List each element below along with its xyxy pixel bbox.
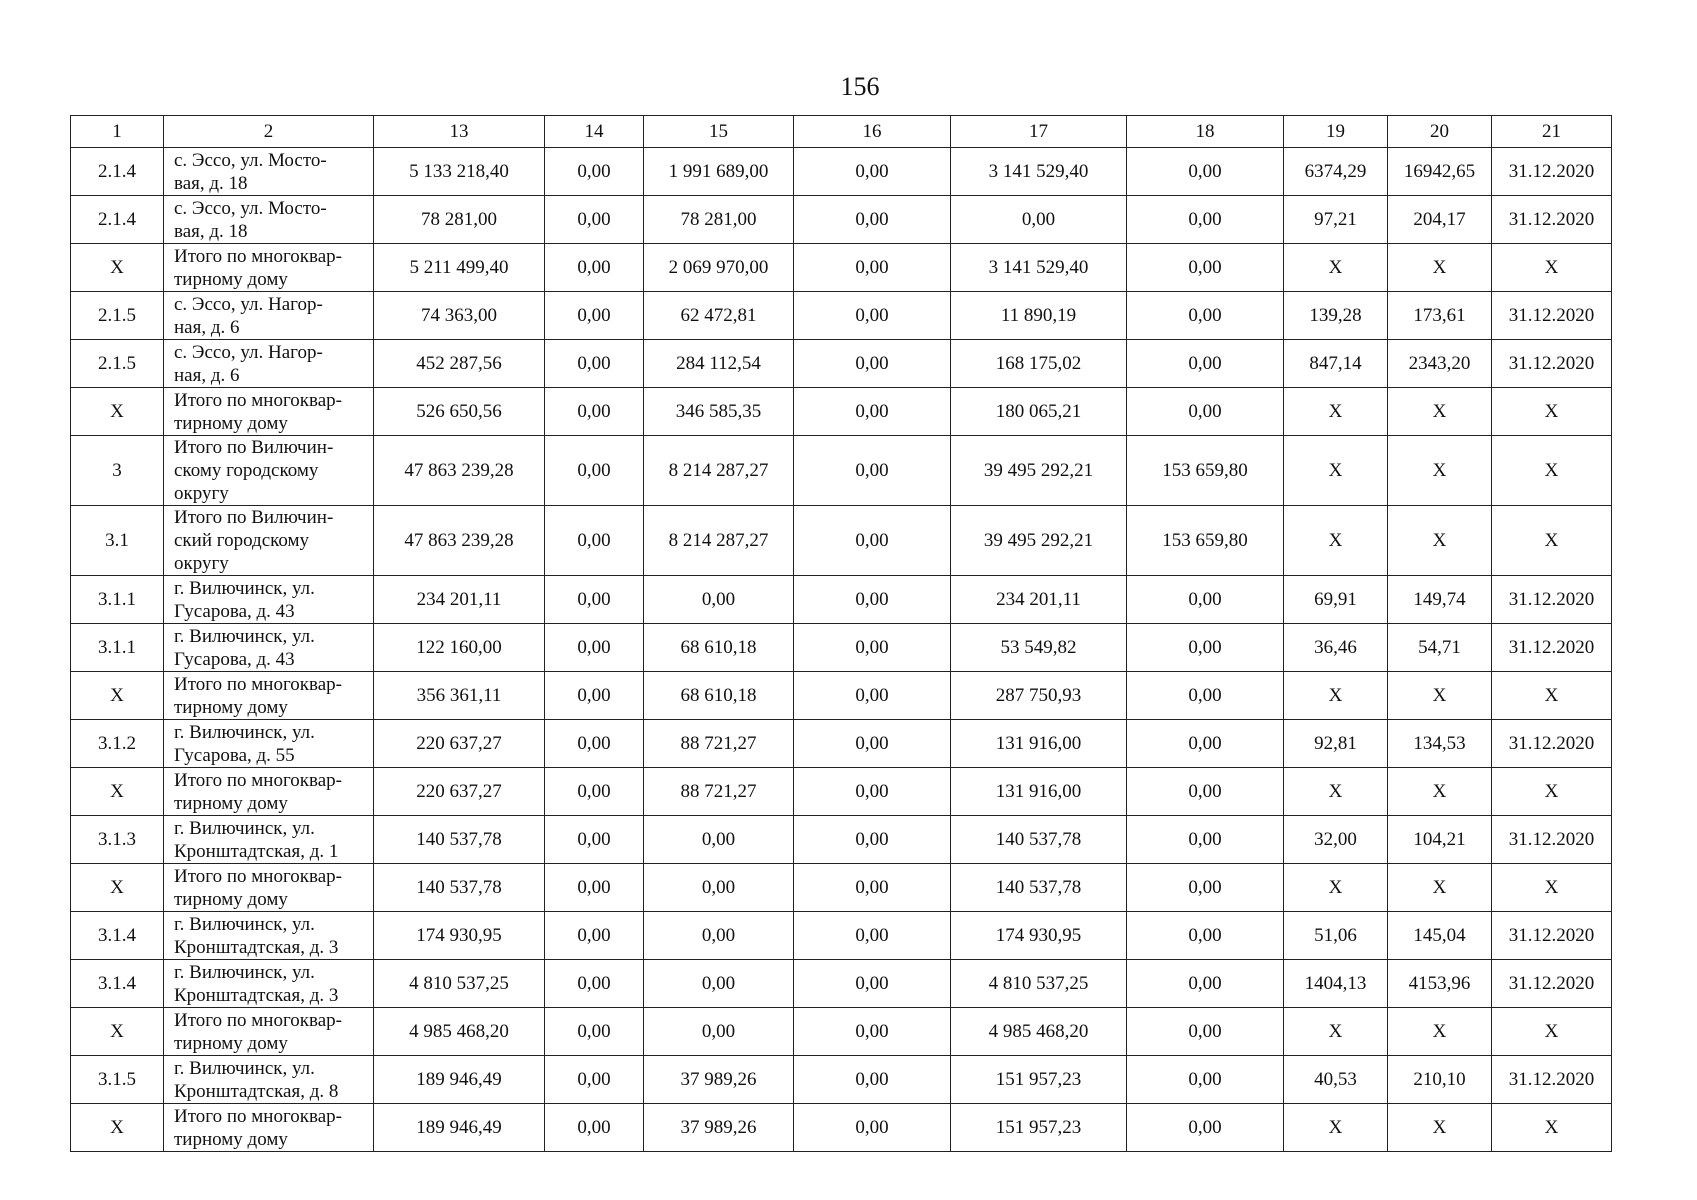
table-cell: 0,00	[545, 1056, 644, 1104]
table-cell: 0,00	[545, 340, 644, 388]
table-cell: 31.12.2020	[1492, 1056, 1612, 1104]
table-cell: 32,00	[1284, 816, 1388, 864]
table-cell: 31.12.2020	[1492, 624, 1612, 672]
table-cell: 204,17	[1388, 196, 1492, 244]
table-cell: 88 721,27	[644, 720, 794, 768]
table-cell: 62 472,81	[644, 292, 794, 340]
table-cell: 0,00	[794, 912, 951, 960]
table-cell: 0,00	[644, 864, 794, 912]
table-cell: 174 930,95	[374, 912, 545, 960]
address-cell: г. Вилючинск, ул. Гусарова, д. 55	[164, 720, 374, 768]
table-cell: 2.1.5	[71, 340, 164, 388]
table-cell: 2 069 970,00	[644, 244, 794, 292]
table-cell: 0,00	[545, 672, 644, 720]
table-cell: 0,00	[794, 388, 951, 436]
table-cell: X	[1388, 1008, 1492, 1056]
table-cell: 0,00	[1127, 720, 1284, 768]
table-cell: 3.1.1	[71, 624, 164, 672]
table-cell: 0,00	[545, 388, 644, 436]
table-cell: 0,00	[794, 768, 951, 816]
address-cell: Итого по многоквар- тирному дому	[164, 864, 374, 912]
table-cell: 0,00	[794, 506, 951, 576]
table-cell: 0,00	[545, 506, 644, 576]
table-cell: 4 985 468,20	[951, 1008, 1127, 1056]
table-cell: 31.12.2020	[1492, 340, 1612, 388]
table-cell: 8 214 287,27	[644, 506, 794, 576]
table-cell: X	[1492, 864, 1612, 912]
table-cell: X	[1388, 768, 1492, 816]
table-cell: 3.1.4	[71, 960, 164, 1008]
table-cell: X	[1388, 506, 1492, 576]
table-row	[71, 1008, 1612, 1056]
table-cell: 3.1.4	[71, 912, 164, 960]
table-cell: 189 946,49	[374, 1056, 545, 1104]
address-cell: г. Вилючинск, ул. Гусарова, д. 43	[164, 576, 374, 624]
table-cell: 1 991 689,00	[644, 148, 794, 196]
table-cell: X	[1284, 1008, 1388, 1056]
column-header: 19	[1284, 116, 1388, 148]
table-cell: 0,00	[1127, 1056, 1284, 1104]
table-cell: 151 957,23	[951, 1056, 1127, 1104]
table-cell: 11 890,19	[951, 292, 1127, 340]
address-cell: с. Эссо, ул. Нагор- ная, д. 6	[164, 340, 374, 388]
table-cell: 0,00	[1127, 388, 1284, 436]
column-header: 18	[1127, 116, 1284, 148]
table-cell: 3.1.3	[71, 816, 164, 864]
table-cell: X	[71, 672, 164, 720]
table-cell: 0,00	[1127, 1008, 1284, 1056]
table-cell: 54,71	[1388, 624, 1492, 672]
table-cell: 36,46	[1284, 624, 1388, 672]
table-cell: X	[1388, 1104, 1492, 1152]
table-cell: 0,00	[545, 624, 644, 672]
table-cell: 0,00	[1127, 816, 1284, 864]
page-number: 156	[840, 72, 880, 101]
table-cell: 51,06	[1284, 912, 1388, 960]
table-cell: 0,00	[644, 1008, 794, 1056]
table-cell: 39 495 292,21	[951, 506, 1127, 576]
table-cell: 0,00	[794, 196, 951, 244]
table-cell: 220 637,27	[374, 720, 545, 768]
table-cell: 16942,65	[1388, 148, 1492, 196]
table-cell: 53 549,82	[951, 624, 1127, 672]
table-cell: 31.12.2020	[1492, 816, 1612, 864]
address-cell: г. Вилючинск, ул. Кронштадтская, д. 1	[164, 816, 374, 864]
table-cell: X	[1284, 1104, 1388, 1152]
table-cell: 140 537,78	[374, 816, 545, 864]
table-row	[71, 244, 1612, 292]
table-cell: 0,00	[794, 576, 951, 624]
table-cell: 68 610,18	[644, 672, 794, 720]
table-cell: 139,28	[1284, 292, 1388, 340]
table-row	[71, 196, 1612, 244]
column-header: 15	[644, 116, 794, 148]
table-cell: X	[71, 244, 164, 292]
table-cell: 153 659,80	[1127, 506, 1284, 576]
table-cell: 31.12.2020	[1492, 912, 1612, 960]
table-cell: X	[1284, 864, 1388, 912]
table-cell: 0,00	[545, 436, 644, 506]
table-cell: 122 160,00	[374, 624, 545, 672]
table-row	[71, 672, 1612, 720]
table-cell: 0,00	[545, 960, 644, 1008]
header-row	[71, 116, 1612, 148]
table-cell: 0,00	[1127, 912, 1284, 960]
table-cell: 31.12.2020	[1492, 148, 1612, 196]
table-row	[71, 388, 1612, 436]
table-cell: 0,00	[545, 912, 644, 960]
table-cell: 174 930,95	[951, 912, 1127, 960]
table-cell: 0,00	[794, 244, 951, 292]
table-cell: 0,00	[545, 292, 644, 340]
table-cell: 0,00	[644, 912, 794, 960]
column-header: 21	[1492, 116, 1612, 148]
address-cell: г. Вилючинск, ул. Кронштадтская, д. 8	[164, 1056, 374, 1104]
table-cell: 2.1.5	[71, 292, 164, 340]
table-cell: 526 650,56	[374, 388, 545, 436]
address-cell: г. Вилючинск, ул. Кронштадтская, д. 3	[164, 960, 374, 1008]
table-cell: 37 989,26	[644, 1104, 794, 1152]
table-cell: 74 363,00	[374, 292, 545, 340]
table-row	[71, 720, 1612, 768]
table-cell: 37 989,26	[644, 1056, 794, 1104]
table-cell: 234 201,11	[374, 576, 545, 624]
table-cell: X	[1492, 436, 1612, 506]
table-cell: 0,00	[545, 576, 644, 624]
table-cell: 346 585,35	[644, 388, 794, 436]
table-cell: 0,00	[545, 196, 644, 244]
table-cell: X	[1284, 768, 1388, 816]
table-cell: X	[1284, 506, 1388, 576]
table-cell: X	[1492, 768, 1612, 816]
table-cell: 3	[71, 436, 164, 506]
address-cell: с. Эссо, ул. Мосто- вая, д. 18	[164, 148, 374, 196]
table-cell: 8 214 287,27	[644, 436, 794, 506]
table-row	[71, 148, 1612, 196]
address-cell: Итого по многоквар- тирному дому	[164, 672, 374, 720]
table-row	[71, 340, 1612, 388]
table-cell: 2.1.4	[71, 148, 164, 196]
address-cell: Итого по многоквар- тирному дому	[164, 1008, 374, 1056]
table-cell: 356 361,11	[374, 672, 545, 720]
table-cell: 0,00	[794, 624, 951, 672]
table-cell: 3.1	[71, 506, 164, 576]
table-cell: X	[71, 1008, 164, 1056]
table-cell: 4 810 537,25	[374, 960, 545, 1008]
table-cell: 47 863 239,28	[374, 436, 545, 506]
table-row	[71, 292, 1612, 340]
table-cell: X	[1388, 388, 1492, 436]
table-cell: 92,81	[1284, 720, 1388, 768]
table-cell: X	[1284, 388, 1388, 436]
table-cell: X	[71, 1104, 164, 1152]
table-cell: X	[1492, 506, 1612, 576]
table-cell: 0,00	[1127, 148, 1284, 196]
table-cell: 0,00	[1127, 768, 1284, 816]
table-cell: 0,00	[1127, 576, 1284, 624]
table-cell: 0,00	[545, 768, 644, 816]
table-cell: X	[1492, 244, 1612, 292]
table-cell: 0,00	[644, 816, 794, 864]
table-cell: 0,00	[794, 1056, 951, 1104]
table-cell: 3 141 529,40	[951, 148, 1127, 196]
table-row	[71, 768, 1612, 816]
table-cell: 0,00	[1127, 624, 1284, 672]
table-cell: X	[1388, 436, 1492, 506]
table-cell: 69,91	[1284, 576, 1388, 624]
table-cell: 0,00	[794, 720, 951, 768]
table-cell: 4153,96	[1388, 960, 1492, 1008]
table-body	[71, 148, 1612, 1152]
table-cell: 104,21	[1388, 816, 1492, 864]
table-cell: 0,00	[545, 1008, 644, 1056]
table-cell: 88 721,27	[644, 768, 794, 816]
table-cell: 2.1.4	[71, 196, 164, 244]
table-row	[71, 576, 1612, 624]
address-cell: Итого по многоквар- тирному дому	[164, 244, 374, 292]
table-cell: 145,04	[1388, 912, 1492, 960]
table-cell: 0,00	[794, 816, 951, 864]
table-cell: 5 211 499,40	[374, 244, 545, 292]
address-cell: с. Эссо, ул. Нагор- ная, д. 6	[164, 292, 374, 340]
address-cell: Итого по многоквар- тирному дому	[164, 1104, 374, 1152]
table-cell: 78 281,00	[644, 196, 794, 244]
table-cell: 168 175,02	[951, 340, 1127, 388]
table-cell: 31.12.2020	[1492, 576, 1612, 624]
table-row	[71, 816, 1612, 864]
table-cell: X	[1388, 672, 1492, 720]
table-cell: 0,00	[1127, 1104, 1284, 1152]
table-cell: 189 946,49	[374, 1104, 545, 1152]
column-header: 1	[71, 116, 164, 148]
table-cell: 0,00	[794, 436, 951, 506]
table-cell: 39 495 292,21	[951, 436, 1127, 506]
table-cell: 0,00	[794, 340, 951, 388]
table-cell: 31.12.2020	[1492, 196, 1612, 244]
table-cell: X	[1492, 1104, 1612, 1152]
table-row	[71, 864, 1612, 912]
table-cell: 47 863 239,28	[374, 506, 545, 576]
table-cell: X	[1492, 672, 1612, 720]
table-cell: 131 916,00	[951, 768, 1127, 816]
column-header: 20	[1388, 116, 1492, 148]
table-cell: 140 537,78	[374, 864, 545, 912]
address-cell: с. Эссо, ул. Мосто- вая, д. 18	[164, 196, 374, 244]
table-cell: 210,10	[1388, 1056, 1492, 1104]
table-cell: 220 637,27	[374, 768, 545, 816]
address-cell: Итого по многоквар- тирному дому	[164, 768, 374, 816]
table-cell: 0,00	[1127, 196, 1284, 244]
table-cell: 0,00	[794, 148, 951, 196]
table-cell: 153 659,80	[1127, 436, 1284, 506]
table-cell: 0,00	[545, 244, 644, 292]
table-cell: 3 141 529,40	[951, 244, 1127, 292]
column-header: 17	[951, 116, 1127, 148]
table-cell: 287 750,93	[951, 672, 1127, 720]
table-cell: 78 281,00	[374, 196, 545, 244]
table-cell: 0,00	[794, 864, 951, 912]
table-cell: 5 133 218,40	[374, 148, 545, 196]
table-cell: X	[71, 864, 164, 912]
table-cell: 0,00	[794, 960, 951, 1008]
table-cell: 0,00	[1127, 960, 1284, 1008]
table-cell: 4 810 537,25	[951, 960, 1127, 1008]
address-cell: г. Вилючинск, ул. Кронштадтская, д. 3	[164, 912, 374, 960]
table-cell: 452 287,56	[374, 340, 545, 388]
address-cell: Итого по Вилючин- скому городскому округу	[164, 436, 374, 506]
table-cell: 131 916,00	[951, 720, 1127, 768]
table-cell: 134,53	[1388, 720, 1492, 768]
table-cell: 140 537,78	[951, 864, 1127, 912]
table-cell: X	[1492, 1008, 1612, 1056]
table-cell: 3.1.5	[71, 1056, 164, 1104]
table-row	[71, 960, 1612, 1008]
table-cell: 151 957,23	[951, 1104, 1127, 1152]
table-row	[71, 506, 1612, 576]
data-table	[70, 115, 1612, 1152]
table-row	[71, 624, 1612, 672]
address-cell: г. Вилючинск, ул. Гусарова, д. 43	[164, 624, 374, 672]
table-cell: 0,00	[1127, 244, 1284, 292]
table-cell: 0,00	[545, 816, 644, 864]
table-cell: 0,00	[644, 576, 794, 624]
table-cell: 1404,13	[1284, 960, 1388, 1008]
table-cell: 0,00	[1127, 864, 1284, 912]
table-row	[71, 436, 1612, 506]
table-cell: 180 065,21	[951, 388, 1127, 436]
table-cell: 847,14	[1284, 340, 1388, 388]
table-cell: 31.12.2020	[1492, 292, 1612, 340]
table-cell: 0,00	[794, 672, 951, 720]
column-header: 13	[374, 116, 545, 148]
table-cell: 234 201,11	[951, 576, 1127, 624]
table-cell: 0,00	[644, 960, 794, 1008]
table-cell: 149,74	[1388, 576, 1492, 624]
table-cell: X	[1284, 436, 1388, 506]
table-cell: 0,00	[545, 148, 644, 196]
table-row	[71, 912, 1612, 960]
table-cell: 40,53	[1284, 1056, 1388, 1104]
table-cell: 0,00	[545, 864, 644, 912]
table-cell: 0,00	[794, 1104, 951, 1152]
table-cell: 0,00	[951, 196, 1127, 244]
table-cell: X	[1388, 244, 1492, 292]
table-cell: 3.1.1	[71, 576, 164, 624]
table-cell: 4 985 468,20	[374, 1008, 545, 1056]
table-cell: 140 537,78	[951, 816, 1127, 864]
table-cell: 31.12.2020	[1492, 960, 1612, 1008]
address-cell: Итого по многоквар- тирному дому	[164, 388, 374, 436]
table-cell: 0,00	[794, 292, 951, 340]
table-cell: 0,00	[1127, 292, 1284, 340]
table-cell: 284 112,54	[644, 340, 794, 388]
table-cell: 97,21	[1284, 196, 1388, 244]
table-cell: 2343,20	[1388, 340, 1492, 388]
table-cell: 0,00	[545, 720, 644, 768]
table-cell: 0,00	[794, 1008, 951, 1056]
table-cell: X	[1492, 388, 1612, 436]
table-cell: 3.1.2	[71, 720, 164, 768]
table-cell: X	[71, 388, 164, 436]
table-cell: X	[1388, 864, 1492, 912]
table-cell: X	[1284, 672, 1388, 720]
column-header: 14	[545, 116, 644, 148]
column-header: 16	[794, 116, 951, 148]
address-cell: Итого по Вилючин- ский городскому округу	[164, 506, 374, 576]
table-row	[71, 1104, 1612, 1152]
table-row	[71, 1056, 1612, 1104]
table-cell: 0,00	[545, 1104, 644, 1152]
table-cell: 0,00	[1127, 340, 1284, 388]
table-cell: 0,00	[1127, 672, 1284, 720]
table-cell: 68 610,18	[644, 624, 794, 672]
table-cell: 31.12.2020	[1492, 720, 1612, 768]
table-cell: X	[71, 768, 164, 816]
column-header: 2	[164, 116, 374, 148]
table-cell: X	[1284, 244, 1388, 292]
table-cell: 173,61	[1388, 292, 1492, 340]
table-cell: 6374,29	[1284, 148, 1388, 196]
